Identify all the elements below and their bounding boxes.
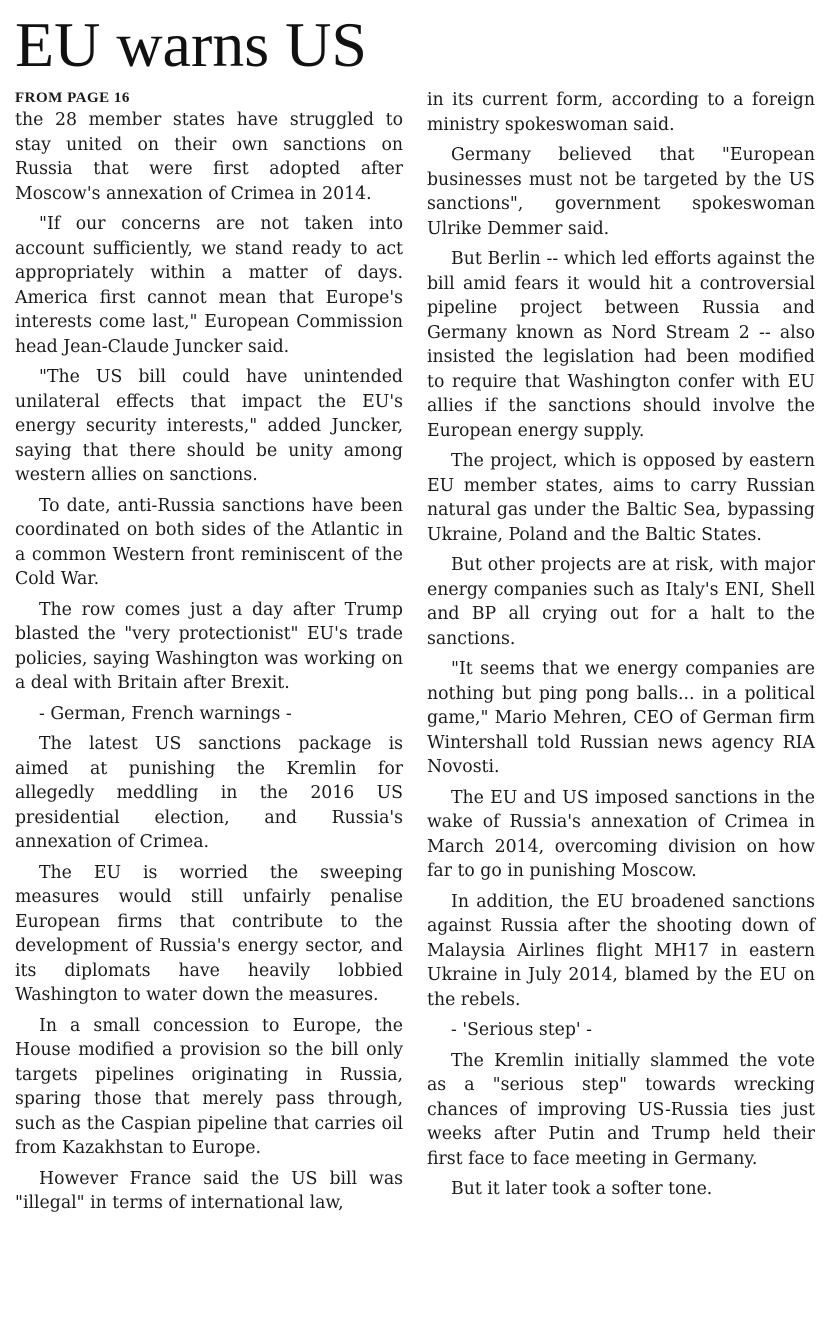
continuation-kicker: FROM PAGE 16 <box>15 90 130 106</box>
paragraph: The EU is worried the sweeping measures would still unfairly penalise European firms that contribute to the development of Russia's energy sector, and its diplomats have heavily lobbied Washington to water down the measures. <box>15 862 403 1005</box>
paragraph: in its current form, according to a foreign ministry spokeswoman said. <box>427 90 815 135</box>
paragraph: To date, anti-Russia sanctions have been coordinated on both sides of the Atlantic in a common Western front reminiscent of the Cold War. <box>15 495 403 589</box>
column-left <box>15 88 403 1222</box>
paragraph: However France said the US bill was "illegal" in terms of international law, <box>15 1168 403 1213</box>
paragraph: The project, which is opposed by eastern EU member states, aims to carry Russian natural gas under the Baltic Sea, bypassing Ukraine, Poland and the Baltic States. <box>427 451 815 545</box>
paragraph: But it later took a softer tone. <box>451 1179 713 1199</box>
paragraph: In a small concession to Europe, the House modified a provision so the bill only targets pipelines originating in Russia, sparing those that merely pass through, such as the Caspian pipeline that carries oil from Kazakhstan to Europe. <box>15 1015 403 1158</box>
paragraph: "If our concerns are not taken into account sufficiently, we stand ready to act appropriately within a matter of days. America first cannot mean that Europe's interests come last," European Commission head Jean-Claude Juncker said. <box>15 214 403 357</box>
newspaper-page <box>0 10 823 1319</box>
paragraph: The latest US sanctions package is aimed at punishing the Kremlin for allegedly meddling in the 2016 US presidential election, and Russia's annexation of Crimea. <box>15 734 403 852</box>
headline: EU warns US <box>15 9 367 80</box>
paragraph: "It seems that we energy companies are nothing but ping pong balls... in a political game," Mario Mehren, CEO of German firm Wintershall told Russian news agency RIA Novosti. <box>427 659 815 777</box>
paragraph: "The US bill could have unintended unilateral effects that impact the EU's energy security interests," added Juncker, saying that there should be unity among western allies on sanctions. <box>15 367 403 485</box>
paragraph: the 28 member states have struggled to stay united on their own sanctions on Russia that were first adopted after Moscow's annexation of Crimea in 2014. <box>15 110 403 204</box>
paragraph: But Berlin -- which led efforts against the bill amid fears it would hit a controversial pipeline project between Russia and Germany known as Nord Stream 2 -- also insisted the legislation had been modified to require that Washington confer with EU allies if the sanctions should involve the European energy supply. <box>427 249 815 441</box>
subheading: - 'Serious step' - <box>451 1020 593 1040</box>
article-columns <box>15 88 815 1222</box>
subheading: - German, French warnings - <box>39 703 292 724</box>
paragraph: But other projects are at risk, with major energy companies such as Italy's ENI, Shell and BP all crying out for a halt to the sanctions. <box>427 555 815 649</box>
paragraph: Germany believed that "European businesses must not be targeted by the US sanctions", government spokeswoman Ulrike Demmer said. <box>427 145 815 239</box>
column-right <box>427 88 815 1222</box>
paragraph: The Kremlin initially slammed the vote as a "serious step" towards wrecking chances of improving US-Russia ties just weeks after Putin and Trump held their first face to face meeting in Germany. <box>427 1050 815 1169</box>
paragraph: The EU and US imposed sanctions in the wake of Russia's annexation of Crimea in March 2014, overcoming division on how far to go in punishing Moscow. <box>427 787 815 881</box>
paragraph: In addition, the EU broadened sanctions against Russia after the shooting down of Malaysia Airlines flight MH17 in eastern Ukraine in July 2014, blamed by the EU on the rebels. <box>427 891 815 1010</box>
paragraph: The row comes just a day after Trump blasted the "very protectionist" EU's trade policies, saying Washington was working on a deal with Britain after Brexit. <box>15 599 403 693</box>
